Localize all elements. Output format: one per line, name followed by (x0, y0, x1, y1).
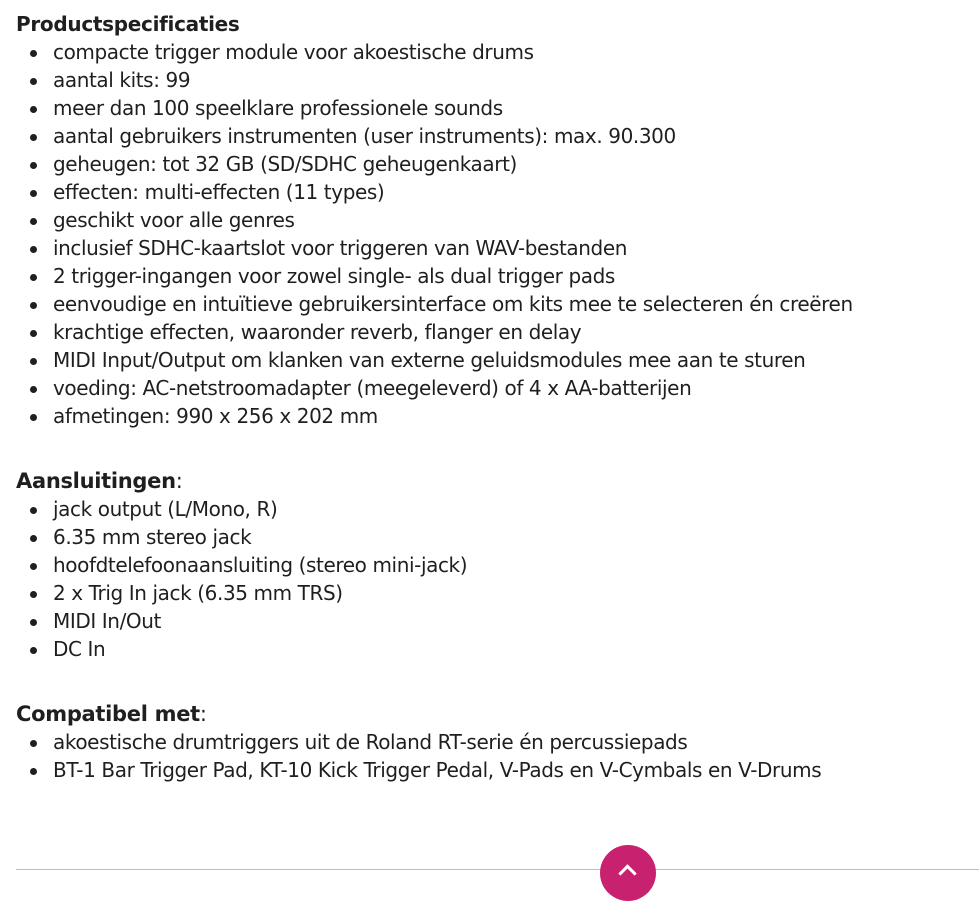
product-description (16, 0, 971, 784)
list-item: akoestische drumtriggers uit de Roland RT-serie én percussiepads (16, 728, 971, 756)
list-item: inclusief SDHC-kaartslot voor triggeren van WAV-bestanden (16, 234, 971, 262)
connections-heading-text: Aansluitingen (16, 469, 176, 493)
list-item: 2 trigger-ingangen voor zowel single- als dual trigger pads (16, 262, 971, 290)
specs-heading (16, 10, 971, 38)
specs-list (16, 38, 971, 430)
compatible-list (16, 728, 971, 784)
list-item: afmetingen: 990 x 256 x 202 mm (16, 402, 971, 430)
list-item: eenvoudige en intuïtieve gebruikersinterface om kits mee te selecteren én creëren (16, 290, 971, 318)
compatible-heading (16, 700, 971, 728)
connections-heading-colon: : (175, 469, 183, 493)
list-item: krachtige effecten, waaronder reverb, flanger en delay (16, 318, 971, 346)
list-item: MIDI Input/Output om klanken van externe geluidsmodules mee aan te sturen (16, 346, 971, 374)
list-item: 6.35 mm stereo jack (16, 523, 971, 551)
list-item: geschikt voor alle genres (16, 206, 971, 234)
list-item: aantal kits: 99 (16, 66, 971, 94)
list-item: compacte trigger module voor akoestische drums (16, 38, 971, 66)
compatible-heading-text: Compatibel met (16, 702, 200, 726)
specs-heading-text: Productspecificaties (16, 12, 240, 36)
list-item: DC In (16, 635, 971, 663)
list-item: effecten: multi-effecten (11 types) (16, 178, 971, 206)
connections-list (16, 495, 971, 663)
list-item: MIDI In/Out (16, 607, 971, 635)
list-item: 2 x Trig In jack (6.35 mm TRS) (16, 579, 971, 607)
list-item: voeding: AC-netstroomadapter (meegeleverd) of 4 x AA-batterijen (16, 374, 971, 402)
chevron-up-icon (618, 864, 636, 882)
list-item: aantal gebruikers instrumenten (user instruments): max. 90.300 (16, 122, 971, 150)
connections-heading (16, 467, 971, 495)
list-item: hoofdtelefoonaansluiting (stereo mini-jack) (16, 551, 971, 579)
list-item: BT-1 Bar Trigger Pad, KT-10 Kick Trigger Pedal, V-Pads en V-Cymbals en V-Drums (16, 756, 971, 784)
list-item: jack output (L/Mono, R) (16, 495, 971, 523)
list-item: geheugen: tot 32 GB (SD/SDHC geheugenkaart) (16, 150, 971, 178)
compatible-heading-colon: : (199, 702, 207, 726)
divider (16, 869, 979, 870)
scroll-to-top-button[interactable] (600, 845, 656, 901)
list-item: meer dan 100 speelklare professionele sounds (16, 94, 971, 122)
